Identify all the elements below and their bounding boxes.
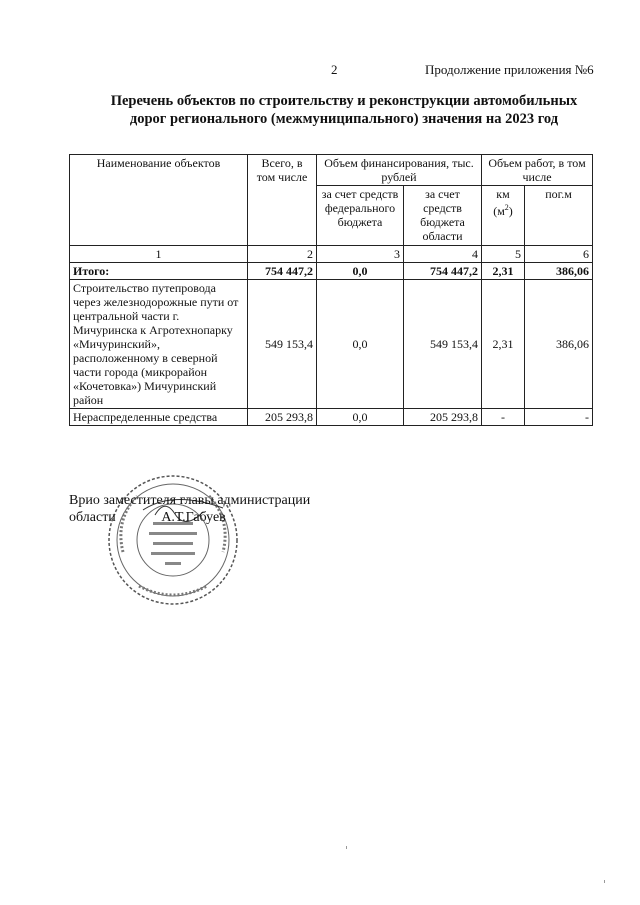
row-regional: 549 153,4	[404, 280, 482, 409]
row-name: Строительство путепровода через железнодорожные пути от центральной части г. Мичуринска к Агротехнопарку «Мичуринский», расположенному в северной части города (микрорайон «Кочетовка») Мичуринский район	[70, 280, 248, 409]
official-stamp	[103, 470, 243, 610]
row-m: 386,06	[525, 280, 593, 409]
header-total: Всего, в том числе	[248, 155, 317, 246]
signatory-name: А.Т.Габуев	[161, 510, 226, 525]
row-name: Нераспределенные средства	[70, 409, 248, 426]
row-regional: 205 293,8	[404, 409, 482, 426]
row-km: 2,31	[482, 280, 525, 409]
table-row	[70, 280, 593, 409]
column-number: 1	[70, 246, 248, 263]
signature-block	[69, 492, 310, 526]
header-pog-m: пог.м	[525, 186, 593, 246]
row-km: 2,31	[482, 263, 525, 280]
total-row	[70, 263, 593, 280]
row-total: 205 293,8	[248, 409, 317, 426]
header-regional: за счет средств бюджета области	[404, 186, 482, 246]
row-name: Итого:	[70, 263, 248, 280]
row-federal: 0,0	[317, 263, 404, 280]
header-km-close: )	[508, 204, 513, 218]
appendix-continuation-note: Продолжение приложения №6	[425, 62, 594, 77]
row-federal: 0,0	[317, 280, 404, 409]
page-number: 2	[331, 62, 338, 77]
row-km: -	[482, 409, 525, 426]
row-regional: 754 447,2	[404, 263, 482, 280]
header-works: Объем работ, в том числе	[482, 155, 593, 186]
row-total: 549 153,4	[248, 280, 317, 409]
header-row-1	[70, 155, 593, 186]
header-federal: за счет средств федерального бюджета	[317, 186, 404, 246]
table-row	[70, 409, 593, 426]
row-m: -	[525, 409, 593, 426]
column-number: 6	[525, 246, 593, 263]
header-km-label: км	[496, 187, 510, 201]
title-line-1: Перечень объектов по строительству и реконструкции автомобильных	[110, 93, 578, 109]
header-name: Наименование объектов	[70, 155, 248, 246]
scan-mark	[346, 846, 347, 849]
row-federal: 0,0	[317, 409, 404, 426]
objects-table	[69, 154, 593, 426]
column-number: 2	[248, 246, 317, 263]
column-number-row	[70, 246, 593, 263]
header-km-sup: 2	[504, 203, 509, 212]
column-number: 4	[404, 246, 482, 263]
column-number: 5	[482, 246, 525, 263]
column-number: 3	[317, 246, 404, 263]
title-line-2: дорог регионального (межмуниципального) значения на 2023 год	[129, 111, 559, 127]
signature-position: Врио заместителя главы администрации	[69, 493, 311, 508]
document-title	[60, 92, 628, 128]
row-m: 386,06	[525, 263, 593, 280]
header-km-unit: (м	[493, 204, 505, 218]
header-financing: Объем финансирования, тыс. рублей	[317, 155, 482, 186]
header-km	[482, 186, 525, 246]
row-total: 754 447,2	[248, 263, 317, 280]
signature-position-end: области	[69, 510, 116, 525]
scan-mark	[604, 880, 605, 883]
